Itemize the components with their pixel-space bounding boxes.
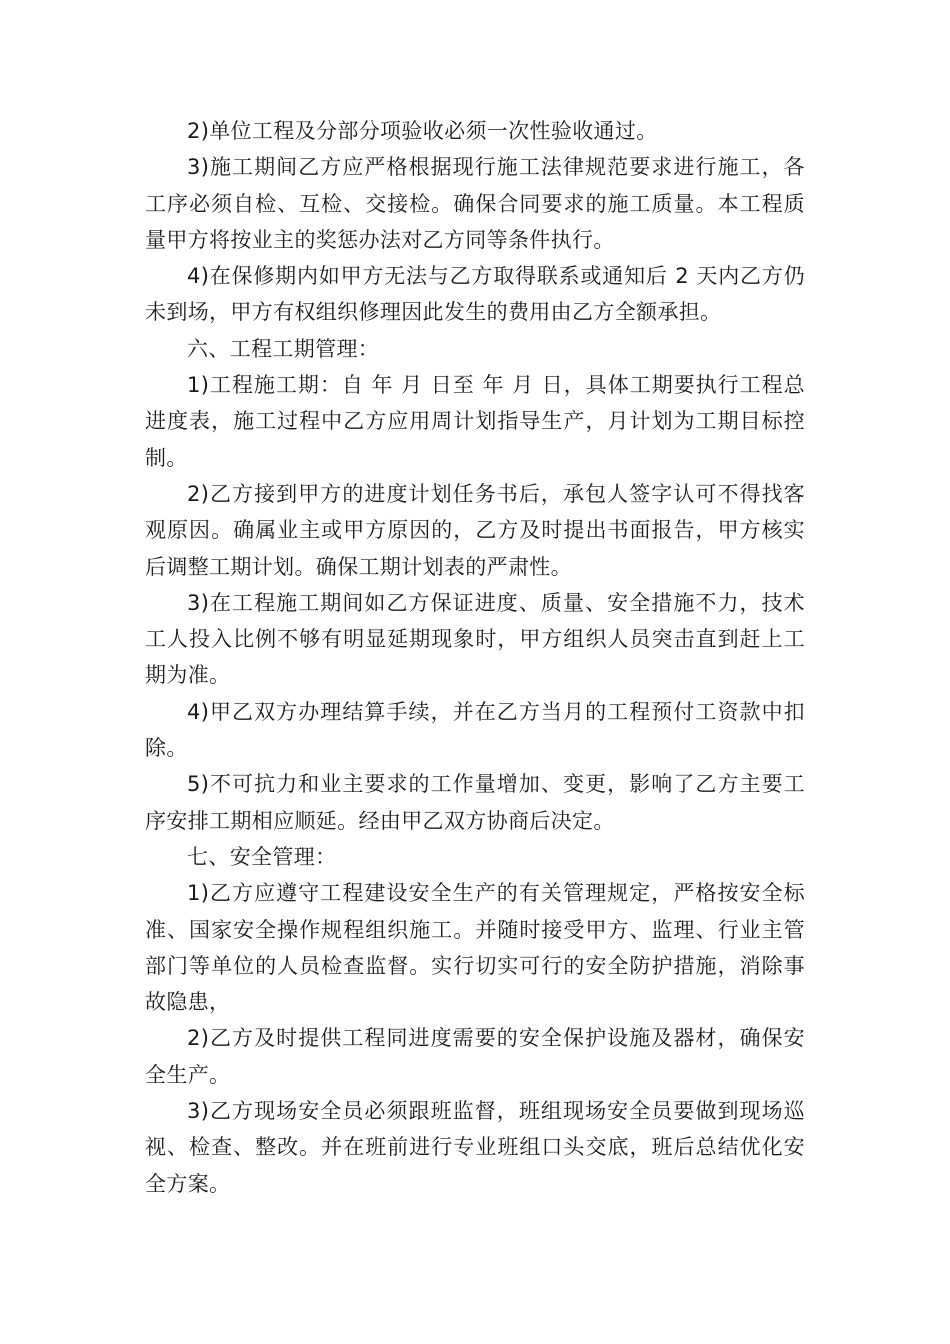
paragraph-construction-quality: 3)施工期间乙方应严格根据现行施工法律规范要求进行施工，各工序必须自检、互检、交接检。确保合同要求的施工质量。本工程质量甲方将按业主的奖惩办法对乙方同等条件执行。 xyxy=(145,155,805,252)
paragraph-safety-officer: 3)乙方现场安全员必须跟班监督，班组现场安全员要做到现场巡视、检查、整改。并在班前进行专业班组口头交底，班后总结优化安全方案。 xyxy=(145,1099,805,1196)
paragraph-construction-period: 1)工程施工期：自 年 月 日至 年 月 日，具体工期要执行工程总进度表，施工过程中乙方应用周计划指导生产，月计划为工期目标控制。 xyxy=(145,373,805,470)
paragraph-safety-equipment: 2)乙方及时提供工程同进度需要的安全保护设施及器材，确保安全生产。 xyxy=(145,1026,805,1087)
document-body xyxy=(145,113,805,1202)
section-heading-schedule: 六、工程工期管理： xyxy=(187,336,380,361)
paragraph-warranty-repair: 4)在保修期内如甲方无法与乙方取得联系或通知后 2 天内乙方仍未到场，甲方有权组织修理因此发生的费用由乙方全额承担。 xyxy=(145,264,805,325)
paragraph-safety-regulations: 1)乙方应遵守工程建设安全生产的有关管理规定，严格按安全标准、国家安全操作规程组织施工。并随时接受甲方、监理、行业主管部门等单位的人员检查监督。实行切实可行的安全防护措施，消除事故隐患， xyxy=(145,881,805,1015)
paragraph-delay-measures: 3)在工程施工期间如乙方保证进度、质量、安全措施不力，技术工人投入比例不够有明显延期现象时，甲方组织人员突击直到赶上工期为准。 xyxy=(145,590,805,688)
paragraph-settlement: 4)甲乙双方办理结算手续，并在乙方当月的工程预付工资款中扣除。 xyxy=(145,699,805,761)
section-heading-safety: 七、安全管理： xyxy=(187,844,337,869)
paragraph-acceptance: 2)单位工程及分部分项验收必须一次性验收通过。 xyxy=(187,119,658,143)
paragraph-schedule-plan: 2)乙方接到甲方的进度计划任务书后，承包人签字认可不得找客观原因。确属业主或甲方原因的，乙方及时提出书面报告，甲方核实后调整工期计划。确保工期计划表的严肃性。 xyxy=(145,481,805,579)
paragraph-force-majeure: 5)不可抗力和业主要求的工作量增加、变更，影响了乙方主要工序安排工期相应顺延。经由甲乙双方协商后决定。 xyxy=(145,772,805,833)
